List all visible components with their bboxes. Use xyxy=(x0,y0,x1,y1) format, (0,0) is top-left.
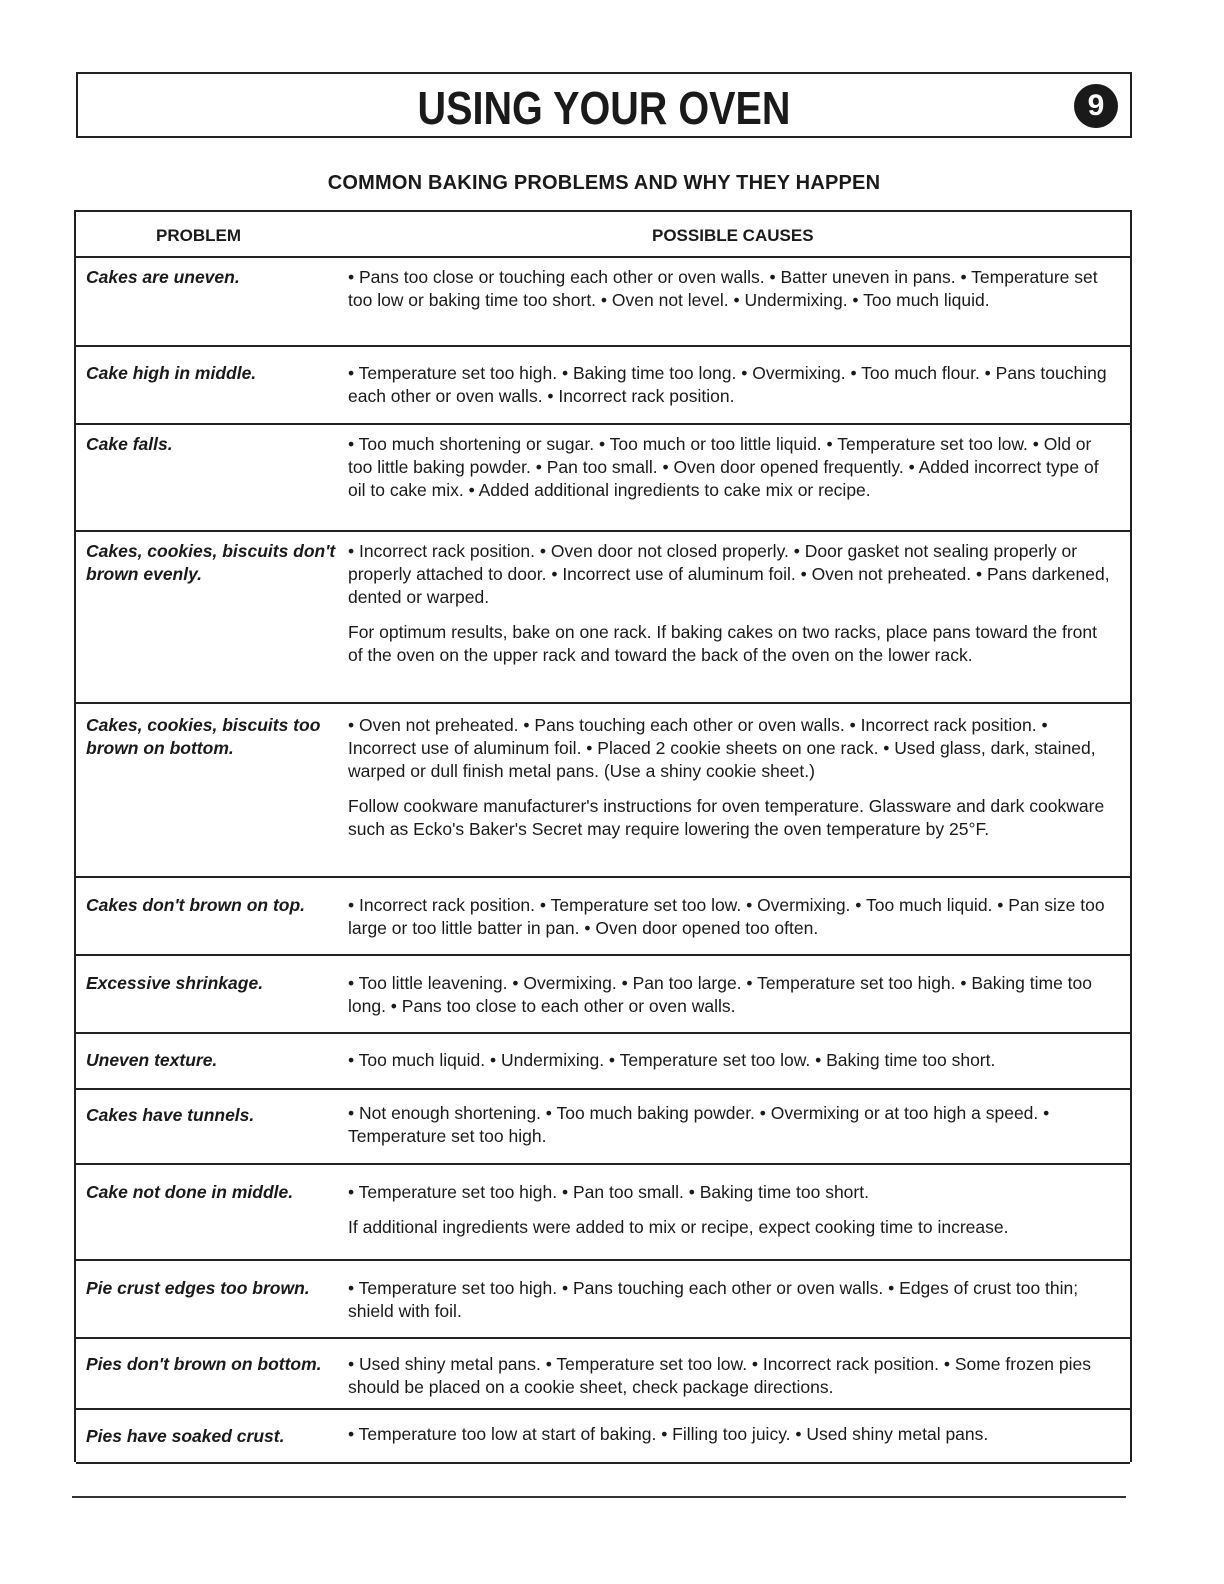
problem-cell: Excessive shrinkage. xyxy=(86,973,264,993)
table-row xyxy=(76,1034,1130,1090)
table-row xyxy=(76,1090,1130,1165)
cause-text: • Too much shortening or sugar. • Too much or too little liquid. • Temperature set too low. • Old or too little baking powder. • Pan too small. • Oven door opened frequently. • Added incorrect type of oil to cake mix. • Added additional ingredients to cake mix or recipe. xyxy=(348,434,1099,500)
cause-text: • Pans too close or touching each other or oven walls. • Batter uneven in pans. • Temperature set too low or baking time too short. • Oven not level. • Undermixing. • Too much liquid. xyxy=(348,267,1098,310)
baking-problems-table xyxy=(74,210,1132,1462)
problem-cell: Cakes, cookies, biscuits too brown on bottom. xyxy=(86,715,321,758)
causes-cell xyxy=(348,362,1116,408)
causes-cell xyxy=(348,433,1116,502)
cause-text: • Used shiny metal pans. • Temperature set too low. • Incorrect rack position. • Some frozen pies should be placed on a cookie sheet, check package directions. xyxy=(348,1354,1091,1397)
table-row xyxy=(76,956,1130,1034)
cause-note: If additional ingredients were added to mix or recipe, expect cooking time to increase. xyxy=(348,1217,1009,1237)
cause-text: • Too much liquid. • Undermixing. • Temperature set too low. • Baking time too short. xyxy=(348,1050,996,1070)
cause-text: • Temperature too low at start of baking. • Filling too juicy. • Used shiny metal pans. xyxy=(348,1424,989,1444)
problem-cell: Cakes, cookies, biscuits don't brown evenly. xyxy=(86,541,336,584)
table-row xyxy=(76,704,1130,878)
problem-cell: Cake not done in middle. xyxy=(86,1182,294,1202)
table-row xyxy=(76,878,1130,956)
cause-text: • Temperature set too high. • Pans touching each other or oven walls. • Edges of crust too thin; shield with foil. xyxy=(348,1278,1079,1321)
table-row xyxy=(76,347,1130,425)
problem-cell: Cakes are uneven. xyxy=(86,267,240,287)
table-row xyxy=(76,258,1130,347)
table-row xyxy=(76,425,1130,532)
table-header xyxy=(76,212,1130,258)
cause-text: • Incorrect rack position. • Oven door not closed properly. • Door gasket not sealing properly or properly attached to door. • Incorrect use of aluminum foil. • Oven not preheated. • Pans darkened, dented or warped. xyxy=(348,541,1110,607)
column-header-causes: POSSIBLE CAUSES xyxy=(652,226,814,245)
cause-note: Follow cookware manufacturer's instructions for oven temperature. Glassware and dark cookware such as Ecko's Baker's Secret may require lowering the oven temperature by 25°F. xyxy=(348,796,1105,839)
cause-text: • Incorrect rack position. • Temperature set too low. • Overmixing. • Too much liquid. • Pan size too large or too little batter in pan. • Oven door opened too often. xyxy=(348,895,1105,938)
page-title: USING YOUR OVEN xyxy=(417,82,791,134)
footer-rule xyxy=(72,1496,1126,1498)
causes-cell xyxy=(348,540,1116,667)
problem-cell: Cake falls. xyxy=(86,434,173,454)
table-row xyxy=(76,1339,1130,1410)
causes-cell xyxy=(348,1102,1116,1148)
causes-cell xyxy=(348,1277,1116,1323)
causes-cell xyxy=(348,266,1116,312)
problem-cell: Uneven texture. xyxy=(86,1050,218,1070)
column-header-problem: PROBLEM xyxy=(156,226,241,245)
problem-cell: Cakes have tunnels. xyxy=(86,1105,255,1125)
header-box xyxy=(76,72,1132,138)
causes-cell xyxy=(348,1181,1116,1239)
problem-cell: Cakes don't brown on top. xyxy=(86,895,306,915)
page-number-badge: 9 xyxy=(1074,84,1118,128)
cause-text: • Oven not preheated. • Pans touching each other or oven walls. • Incorrect rack position. • Incorrect use of aluminum foil. • Placed 2 cookie sheets on one rack. • Used glass, dark, stained, warped or dull finish metal pans. (Use a shiny cookie sheet.) xyxy=(348,715,1096,781)
cause-text: • Not enough shortening. • Too much baking powder. • Overmixing or at too high a speed. • Temperature set too high. xyxy=(348,1103,1050,1146)
causes-cell xyxy=(348,894,1116,940)
causes-cell xyxy=(348,1353,1116,1399)
table-row xyxy=(76,532,1130,704)
section-title: COMMON BAKING PROBLEMS AND WHY THEY HAPPEN xyxy=(327,172,881,194)
table-row xyxy=(76,1410,1130,1464)
causes-cell xyxy=(348,972,1116,1018)
causes-cell xyxy=(348,714,1116,841)
table-row xyxy=(76,1165,1130,1261)
cause-text: • Temperature set too high. • Baking time too long. • Overmixing. • Too much flour. • Pans touching each other or oven walls. • Incorrect rack position. xyxy=(348,363,1107,406)
causes-cell xyxy=(348,1423,1116,1446)
cause-text: • Too little leavening. • Overmixing. • Pan too large. • Temperature set too high. • Baking time too long. • Pans too close to each other or oven walls. xyxy=(348,973,1092,1016)
cause-note: For optimum results, bake on one rack. If baking cakes on two racks, place pans toward the front of the oven on the upper rack and toward the back of the oven on the lower rack. xyxy=(348,622,1097,665)
problem-cell: Cake high in middle. xyxy=(86,363,257,383)
problem-cell: Pie crust edges too brown. xyxy=(86,1278,310,1298)
problem-cell: Pies don't brown on bottom. xyxy=(86,1354,322,1374)
table-row xyxy=(76,1261,1130,1339)
cause-text: • Temperature set too high. • Pan too small. • Baking time too short. xyxy=(348,1182,869,1202)
problem-cell: Pies have soaked crust. xyxy=(86,1426,285,1446)
causes-cell xyxy=(348,1049,1116,1072)
